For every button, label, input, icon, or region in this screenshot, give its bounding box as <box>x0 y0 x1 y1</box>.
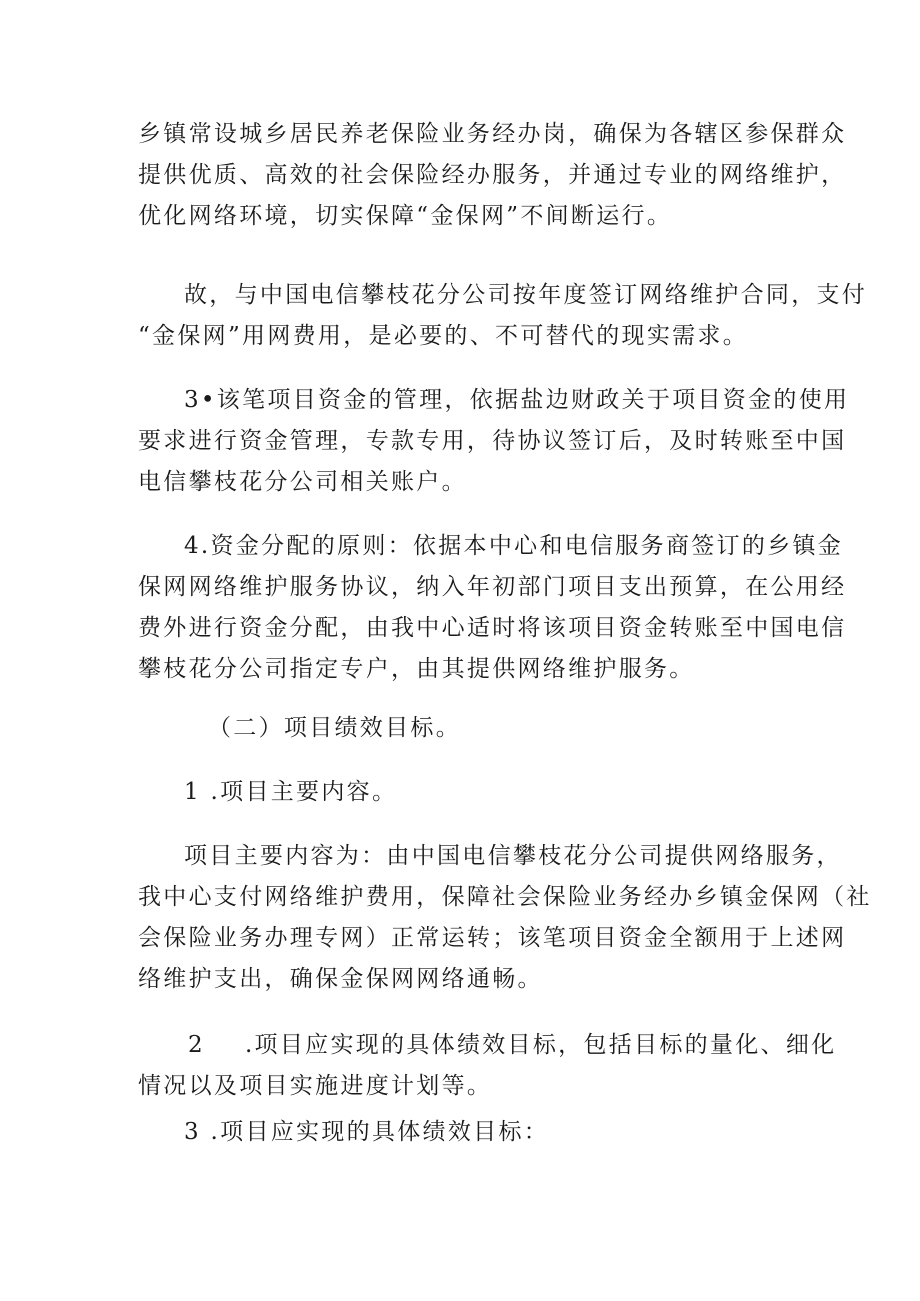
paragraph-fund-management <box>138 380 850 503</box>
paragraph-main-content <box>138 836 872 1000</box>
text-line: 费外进行资金分配，由我中心适时将该项目资金转账至中国电信 <box>138 615 847 641</box>
paragraph-contract-necessity <box>138 275 868 357</box>
text-line: （二）项目绩效目标。 <box>208 715 461 741</box>
paragraph-fund-allocation-principle <box>138 526 847 690</box>
text-line: 提供优质、高效的社会保险经办服务，并通过专业的网络维护， <box>138 162 847 188</box>
text-line: 会保险业务办理专网）正常运转；该笔项目资金全额用于上述网 <box>138 925 847 951</box>
text-line: 优化网络环境，切实保障“金保网”不间断运行。 <box>138 203 673 229</box>
text-line: 3 .项目应实现的具体绩效目标： <box>184 1119 550 1145</box>
list-number: 2 <box>188 1032 205 1058</box>
subheading-specific-goals-item-3 <box>138 1112 798 1153</box>
list-item-text: .项目应实现的具体绩效目标，包括目标的量化、细化 <box>244 1032 837 1058</box>
text-line: 情况以及项目实施进度计划等。 <box>138 1073 493 1099</box>
text-line: 络维护支出，确保金保网网络通畅。 <box>138 966 543 992</box>
subheading-main-content <box>138 772 798 813</box>
text-line: 要求进行资金管理，专款专用，待协议签订后，及时转账至中国 <box>138 428 847 454</box>
text-line: 乡镇常设城乡居民养老保险业务经办岗，确保为各辖区参保群众 <box>138 121 847 147</box>
text-line <box>138 1025 837 1066</box>
paragraph-network-maintenance-purpose <box>138 114 847 237</box>
text-line: 电信攀枝花分公司相关账户。 <box>138 469 467 495</box>
text-line: 我中心支付网络维护费用，保障社会保险业务经办乡镇金保网（社 <box>138 884 872 910</box>
section-heading-performance-goals <box>138 708 798 749</box>
text-line: 项目主要内容为：由中国电信攀枝花分公司提供网络服务， <box>184 843 842 869</box>
text-line: 攀枝花分公司指定专户，由其提供网络维护服务。 <box>138 656 695 682</box>
text-line: 4.资金分配的原则：依据本中心和电信服务商签订的乡镇金 <box>184 533 844 559</box>
text-line: 1 .项目主要内容。 <box>184 779 398 805</box>
text-line: 保网网络维护服务协议，纳入年初部门项目支出预算，在公用经 <box>138 574 847 600</box>
text-line: “金保网”用网费用，是必要的、不可替代的现实需求。 <box>138 323 749 349</box>
text-line: 3•该笔项目资金的管理，依据盐边财政关于项目资金的使用 <box>184 387 850 413</box>
paragraph-specific-goals-item-2 <box>138 1025 837 1107</box>
text-line: 故，与中国电信攀枝花分公司按年度签订网络维护合同，支付 <box>184 282 868 308</box>
